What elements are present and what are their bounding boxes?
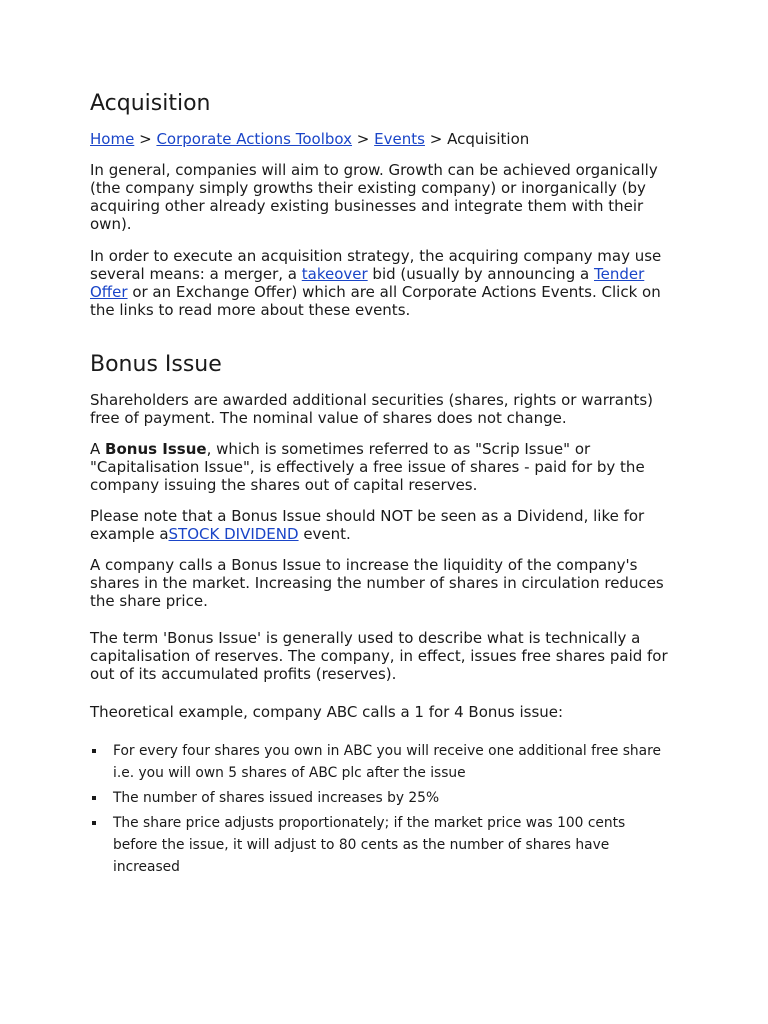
text-line: The share price adjusts proportionately; if the market price was 100 cents bbox=[113, 815, 626, 831]
breadcrumb-current: Acquisition bbox=[447, 130, 530, 148]
text-line: increased bbox=[113, 859, 180, 875]
bullet-icon bbox=[92, 821, 96, 825]
text-line: company issuing the shares out of capital reserves. bbox=[90, 476, 478, 494]
breadcrumb-separator: > bbox=[139, 130, 152, 148]
text-line: shares in the market. Increasing the number of shares in circulation reduces bbox=[90, 574, 664, 592]
text-line: before the issue, it will adjust to 80 cents as the number of shares have bbox=[113, 837, 610, 853]
text-line: the share price. bbox=[90, 592, 208, 610]
breadcrumb-home-link[interactable]: Home bbox=[90, 130, 135, 148]
breadcrumb-separator: > bbox=[356, 130, 370, 148]
text-line: (the company simply growths their existing company) or inorganically (by bbox=[90, 179, 646, 197]
breadcrumb-events-link[interactable]: Events bbox=[374, 130, 425, 148]
bullet-icon bbox=[92, 749, 96, 753]
text-segment: example a bbox=[90, 525, 169, 543]
bonus-issue-scrip-paragraph bbox=[90, 440, 645, 494]
text-line: i.e. you will own 5 shares of ABC plc after the issue bbox=[113, 765, 466, 781]
acquisition-strategy-paragraph bbox=[90, 247, 661, 319]
text-line: Please note that a Bonus Issue should NOT be seen as a Dividend, like for bbox=[90, 507, 645, 525]
takeover-link[interactable]: takeover bbox=[301, 265, 368, 283]
tender-offer-link[interactable]: Offer bbox=[90, 283, 128, 301]
bullet-icon bbox=[92, 796, 96, 800]
text-line: "Capitalisation Issue", is effectively a free issue of shares - paid for by the bbox=[90, 458, 645, 476]
text-segment: several means: a merger, a bbox=[90, 265, 302, 283]
text-segment: bid (usually by announcing a bbox=[367, 265, 594, 283]
list-item bbox=[90, 740, 661, 784]
acquisition-heading: Acquisition bbox=[90, 91, 211, 116]
text-line: Shareholders are awarded additional securities (shares, rights or warrants) bbox=[90, 391, 654, 409]
text-segment: A bbox=[90, 440, 106, 458]
bonus-issue-heading: Bonus Issue bbox=[90, 352, 222, 377]
stock-dividend-link[interactable]: STOCK DIVIDEND bbox=[168, 525, 299, 543]
text-segment: , which is sometimes referred to as "Scrip Issue" or bbox=[206, 440, 591, 458]
list-item bbox=[90, 812, 625, 878]
text-line: The term 'Bonus Issue' is generally used to describe what is technically a bbox=[90, 629, 641, 647]
breadcrumb bbox=[90, 130, 529, 148]
text-line: In order to execute an acquisition strategy, the acquiring company may use bbox=[90, 247, 662, 265]
bonus-issue-capitalisation-paragraph bbox=[90, 629, 668, 683]
text-segment: or an Exchange Offer) which are all Corporate Actions Events. Click on bbox=[127, 283, 661, 301]
breadcrumb-toolbox-link[interactable]: Corporate Actions Toolbox bbox=[156, 130, 353, 148]
text-line: free of payment. The nominal value of shares does not change. bbox=[90, 409, 567, 427]
text-line: A company calls a Bonus Issue to increase the liquidity of the company's bbox=[90, 556, 638, 574]
text-line: The number of shares issued increases by 25% bbox=[113, 790, 440, 806]
text-line: acquiring other already existing businesses and integrate them with their bbox=[90, 197, 644, 215]
text-line: In general, companies will aim to grow. Growth can be achieved organically bbox=[90, 161, 658, 179]
text-line: capitalisation of reserves. The company, in effect, issues free shares paid for bbox=[90, 647, 668, 665]
breadcrumb-separator: > bbox=[429, 130, 443, 148]
bold-term: Bonus Issue bbox=[105, 440, 207, 458]
text-line: For every four shares you own in ABC you will receive one additional free share bbox=[113, 743, 661, 759]
tender-offer-link[interactable]: Tender bbox=[594, 265, 645, 283]
bonus-issue-example-intro: Theoretical example, company ABC calls a 1 for 4 Bonus issue: bbox=[90, 703, 564, 721]
text-line: own). bbox=[90, 215, 132, 233]
bonus-issue-definition-paragraph bbox=[90, 391, 653, 427]
list-item bbox=[90, 787, 439, 809]
text-line: the links to read more about these events. bbox=[90, 301, 411, 319]
acquisition-intro-paragraph bbox=[90, 161, 658, 233]
text-line: out of its accumulated profits (reserves). bbox=[90, 665, 397, 683]
bonus-issue-liquidity-paragraph bbox=[90, 556, 664, 610]
bonus-issue-dividend-note-paragraph bbox=[90, 507, 644, 543]
text-segment: event. bbox=[298, 525, 351, 543]
